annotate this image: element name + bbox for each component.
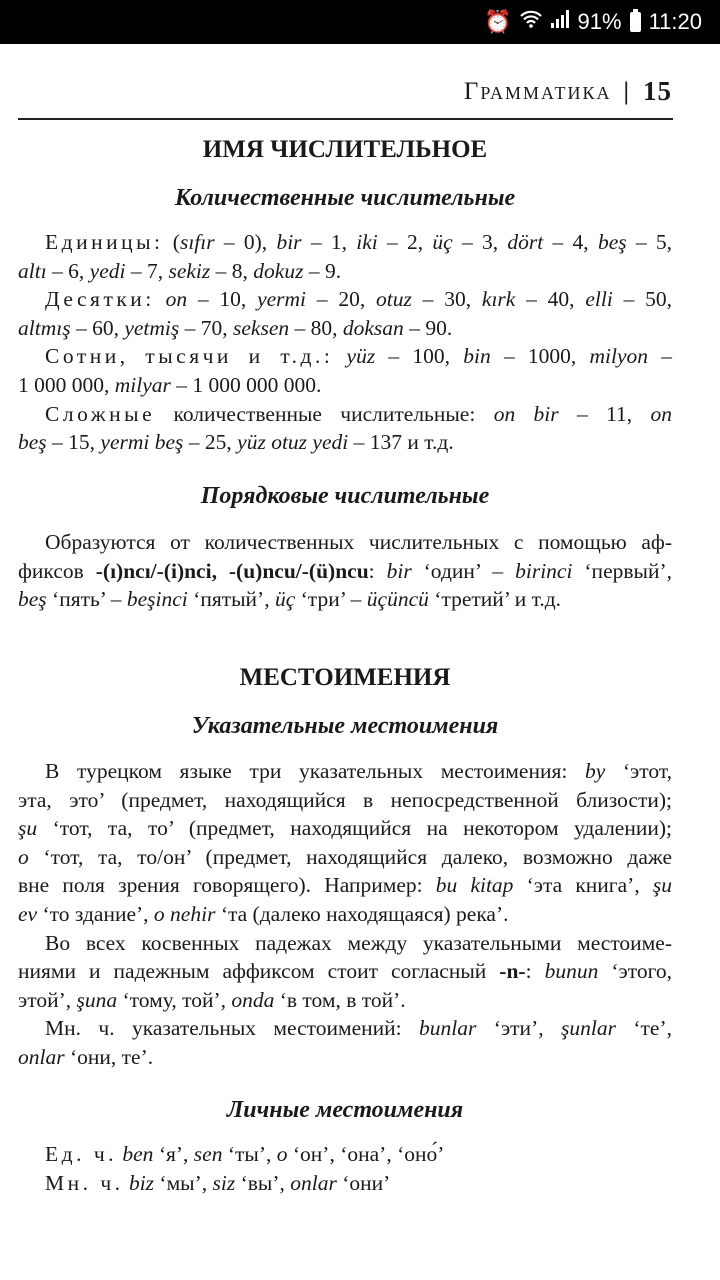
turkish-term: sıfır	[179, 230, 215, 254]
turkish-term: şu	[652, 873, 672, 898]
alarm-icon: ⏰	[484, 9, 512, 34]
turkish-term: doksan	[342, 315, 404, 340]
text-line	[18, 786, 672, 815]
text-run: ‘вы’,	[235, 1170, 291, 1195]
text-run	[155, 287, 166, 311]
text-run: – 80,	[289, 315, 343, 340]
text-run: 1 000 000,	[18, 372, 115, 397]
turkish-term: dört	[507, 230, 544, 254]
turkish-term: ev	[18, 901, 38, 926]
turkish-term: siz	[212, 1170, 236, 1195]
text-run: ‘ты’,	[222, 1142, 277, 1166]
text-run: ‘они’	[336, 1170, 391, 1195]
text-run: Образуются от количественных числительных с помощью аф-	[45, 530, 672, 554]
text-run: – 70,	[179, 315, 234, 340]
turkish-term: on bir	[493, 401, 559, 426]
text-run: ‘пять’ –	[46, 587, 127, 612]
turkish-term: yüz	[346, 344, 376, 369]
turkish-term: şu	[18, 816, 38, 841]
turkish-term: bin	[463, 344, 491, 369]
text-line	[18, 557, 672, 586]
turkish-term: beş	[18, 587, 47, 612]
paragraph-demonstrative	[18, 757, 672, 1072]
turkish-term: by	[584, 759, 606, 783]
turkish-term: o nehir	[153, 901, 216, 926]
text-run: – 0),	[214, 230, 277, 254]
turkish-term: milyon	[589, 344, 649, 369]
text-run: ‘эта книга’,	[513, 873, 653, 898]
turkish-term: iki	[356, 230, 378, 254]
text-line	[18, 1014, 672, 1043]
text-run: – 100,	[375, 344, 464, 369]
text-run: ‘первый’,	[572, 558, 672, 583]
text-line	[18, 228, 672, 257]
header-separator: |	[623, 77, 631, 105]
status-bar	[0, 0, 720, 44]
turkish-term: bunun	[544, 959, 599, 984]
text-run: эта, это’ (предмет, находящийся в непосредственной близости);	[18, 787, 672, 812]
turkish-term: seksen	[233, 315, 290, 340]
turkish-term: bu kitap	[435, 873, 514, 898]
text-run: Ед. ч.	[45, 1142, 118, 1166]
text-line	[18, 757, 672, 786]
text-run: – 4,	[543, 230, 598, 254]
turkish-term: otuz	[376, 287, 412, 312]
turkish-term: dokuz	[253, 258, 304, 283]
turkish-term: onlar	[290, 1170, 337, 1195]
text-run: ниями и падежным аффиксом стоит согласный	[18, 959, 500, 984]
text-run: Сложные	[45, 401, 156, 426]
text-line	[18, 843, 672, 872]
text-run: –	[648, 344, 673, 369]
text-line	[18, 400, 672, 429]
text-run: ‘я’,	[153, 1142, 194, 1166]
subheading-ordinal: Порядковые числительные	[200, 483, 490, 509]
text-run: ‘один’ –	[411, 558, 516, 583]
turkish-term: bunlar	[419, 1016, 477, 1041]
text-run: Единицы:	[45, 230, 164, 254]
turkish-term: sekiz	[168, 258, 211, 283]
text-run: ‘эти’,	[476, 1016, 561, 1041]
turkish-term: şunlar	[561, 1016, 616, 1041]
page-number: 15	[643, 76, 672, 106]
turkish-term: milyar	[114, 372, 171, 397]
turkish-term: ben	[122, 1142, 154, 1166]
text-line	[18, 986, 672, 1015]
text-line	[18, 957, 672, 986]
text-line	[18, 371, 672, 400]
text-run: Мн. ч.	[45, 1170, 124, 1195]
turkish-term: o	[276, 1142, 288, 1166]
turkish-term: biz	[128, 1170, 155, 1195]
text-run	[333, 344, 346, 368]
text-run: ‘мы’,	[154, 1170, 213, 1195]
text-run: – 137 и т.д.	[348, 430, 454, 455]
text-run: количественные числительные:	[155, 401, 494, 426]
affix: -(ı)ncı/-(i)nci, -(u)ncu/-(ü)ncu	[95, 558, 369, 583]
heading-numerals: ИМЯ ЧИСЛИТЕЛЬНОЕ	[202, 136, 488, 163]
text-run: ‘тот, та, то’ (предмет, находящийся на некотором удалении);	[37, 816, 672, 841]
turkish-term: üç	[432, 230, 453, 254]
text-run: – 2,	[377, 230, 433, 254]
turkish-term: onda	[231, 987, 275, 1012]
clock: 11:20	[648, 9, 702, 34]
text-run: – 25,	[183, 430, 238, 455]
text-run: ‘этот,	[605, 759, 672, 783]
turkish-term: sen	[193, 1142, 223, 1166]
running-header	[464, 76, 672, 107]
turkish-term: üçüncü	[366, 587, 429, 612]
text-line	[18, 342, 672, 371]
text-run: вне поля зрения говорящего). Например:	[18, 873, 436, 898]
heading-pronouns: МЕСТОИМЕНИЯ	[239, 664, 451, 691]
turkish-term: altı	[18, 258, 47, 283]
signal-icon	[550, 9, 570, 35]
turkish-term: şuna	[76, 987, 118, 1012]
turkish-term: kırk	[481, 287, 516, 312]
text-run: – 40,	[515, 287, 586, 312]
turkish-term: yermi	[257, 287, 307, 312]
turkish-term: o	[18, 844, 29, 869]
paragraph-personal	[18, 1140, 672, 1197]
text-line	[18, 285, 672, 314]
turkish-term: elli	[585, 287, 613, 312]
text-run: ‘этого,	[598, 959, 672, 984]
text-line	[18, 585, 672, 614]
battery-icon	[630, 12, 641, 32]
turkish-term: yedi	[89, 258, 126, 283]
text-run: (	[163, 230, 180, 254]
text-run: Десятки:	[45, 287, 155, 312]
text-run: ‘тот, та, то/он’ (предмет, находящийся далеко, возможно даже	[28, 844, 672, 869]
text-run: – 50,	[612, 287, 673, 312]
paragraph-ordinal	[18, 528, 672, 614]
text-run: – 8,	[210, 258, 254, 283]
affix: -n-	[499, 959, 526, 984]
turkish-term: bir	[276, 230, 302, 254]
turkish-term: on	[165, 287, 188, 312]
turkish-term: onlar	[18, 1044, 65, 1069]
text-run: ‘пятый’,	[187, 587, 275, 612]
text-run: – 15,	[46, 430, 101, 455]
text-run: ‘третий’ и т.д.	[428, 587, 562, 612]
wifi-icon	[520, 9, 542, 35]
text-line	[18, 900, 672, 929]
turkish-term: altmış	[18, 315, 71, 340]
text-run: ‘та (далеко находящаяся) река’.	[215, 901, 509, 926]
text-run: :	[525, 959, 545, 984]
text-run: – 60,	[70, 315, 125, 340]
text-run: – 10,	[187, 287, 258, 312]
text-run: Сотни, тысячи и т.д.:	[45, 344, 334, 369]
text-run: ‘то здание’,	[37, 901, 154, 926]
text-run: Во всех косвенных падежах между указательными местоиме-	[45, 930, 672, 955]
turkish-term: birinci	[515, 558, 573, 583]
turkish-term: on	[650, 401, 673, 426]
turkish-term: beş	[18, 430, 47, 455]
turkish-term: yetmiş	[124, 315, 180, 340]
text-line	[18, 257, 672, 286]
text-run: ‘три’ –	[295, 587, 367, 612]
text-run: – 90.	[403, 315, 453, 340]
turkish-term: bir	[386, 558, 412, 583]
text-line	[45, 1169, 672, 1198]
turkish-term: yüz otuz yedi	[237, 430, 349, 455]
text-line	[18, 428, 672, 457]
text-run: ‘он’, ‘она’, ‘оно́’	[287, 1142, 445, 1166]
turkish-term: beşinci	[126, 587, 188, 612]
text-line	[18, 929, 672, 958]
text-run: – 9.	[303, 258, 342, 283]
subheading-cardinal: Количественные числительные	[174, 185, 516, 211]
text-run: – 1 000 000 000.	[170, 372, 322, 397]
header-rule	[18, 118, 673, 120]
text-run: – 5,	[626, 230, 673, 254]
text-run: ‘в том, в той’.	[274, 987, 406, 1012]
text-run: фиксов	[18, 558, 96, 583]
text-run: ‘тому, той’,	[117, 987, 232, 1012]
text-line	[18, 314, 672, 343]
text-line	[45, 1140, 672, 1169]
text-line	[18, 528, 672, 557]
turkish-term: yermi beş	[100, 430, 184, 455]
text-line	[18, 871, 672, 900]
text-run: – 1000,	[490, 344, 590, 369]
text-run: ‘они, те’.	[64, 1044, 154, 1069]
text-run: Мн. ч. указательных местоимений:	[45, 1016, 420, 1041]
turkish-term: üç	[274, 587, 296, 612]
text-line	[18, 814, 672, 843]
text-run: – 11,	[558, 401, 651, 426]
text-run: В турецком языке три указательных местоимения:	[45, 759, 585, 783]
text-run: – 30,	[411, 287, 482, 312]
section-title: Грамматика	[463, 77, 612, 105]
text-run: ‘те’,	[615, 1016, 672, 1041]
battery-percent: 91%	[577, 9, 622, 34]
subheading-personal: Личные местоимения	[226, 1097, 464, 1123]
text-run: – 6,	[46, 258, 90, 283]
text-line	[18, 1043, 672, 1072]
text-run: – 20,	[306, 287, 377, 312]
text-run: этой’,	[18, 987, 77, 1012]
subheading-demonstrative: Указательные местоимения	[191, 713, 499, 739]
turkish-term: beş	[597, 230, 627, 254]
text-run: – 7,	[125, 258, 169, 283]
text-run: – 3,	[452, 230, 508, 254]
paragraph-cardinal	[18, 228, 672, 457]
text-run: – 1,	[301, 230, 357, 254]
text-run: :	[368, 558, 387, 583]
